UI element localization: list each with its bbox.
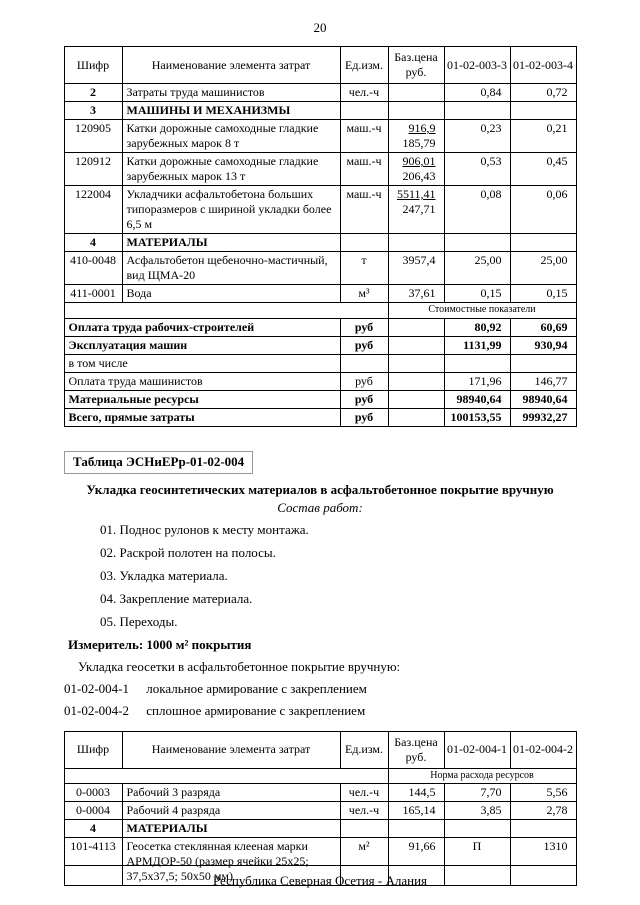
cell-value-1: 7,70 bbox=[444, 784, 510, 802]
cell-code: 120912 bbox=[64, 153, 122, 186]
cell-value-1: 3,85 bbox=[444, 802, 510, 820]
cell-name: Катки дорожные самоходные гладкие зарубежных марок 8 т bbox=[122, 120, 340, 153]
cell-value-2: 0,06 bbox=[510, 186, 576, 234]
price-bottom: 206,43 bbox=[402, 169, 436, 183]
cost-value-2: 60,69 bbox=[510, 318, 576, 336]
header-base-price bbox=[388, 47, 444, 84]
cell-unit: чел.-ч bbox=[340, 802, 388, 820]
header-base-price bbox=[388, 731, 444, 768]
work-item: 03. Укладка материала. bbox=[100, 567, 228, 583]
cost-row bbox=[64, 336, 576, 354]
cell-price bbox=[388, 336, 444, 354]
cost-value-2: 930,94 bbox=[510, 336, 576, 354]
cell-value-2: 0,72 bbox=[510, 84, 576, 102]
cell-code: 101-4113 bbox=[64, 838, 122, 886]
cell-price bbox=[388, 153, 444, 186]
cell-name: МАШИНЫ И МЕХАНИЗМЫ bbox=[122, 102, 340, 120]
cell-unit: маш.-ч bbox=[340, 120, 388, 153]
cell-name: Вода bbox=[122, 285, 340, 303]
cost-name: Оплата труда машинистов bbox=[64, 372, 340, 390]
work-item: 02. Раскрой полотен на полосы. bbox=[100, 544, 276, 560]
cell-empty bbox=[64, 303, 388, 319]
meter-value: 1000 м² покрытия bbox=[146, 636, 252, 652]
section-intro: Укладка геосетки в асфальтобетонное покрытие вручную: bbox=[78, 658, 401, 674]
variant-code: 01-02-004-1 bbox=[64, 680, 129, 696]
cell-value-1: 0,84 bbox=[444, 84, 510, 102]
header-base-price-line1: Баз.цена bbox=[394, 734, 438, 749]
section-title: Укладка геосинтетических материалов в асфальтобетонное покрытие вручную bbox=[86, 481, 554, 497]
cost-row bbox=[64, 372, 576, 390]
table-row bbox=[64, 285, 576, 303]
cost-unit: руб bbox=[340, 372, 388, 390]
table-section-row bbox=[64, 102, 576, 120]
cell-price bbox=[388, 372, 444, 390]
price-top: 906,01 bbox=[402, 154, 436, 168]
variant-desc: сплошное армирование с закреплением bbox=[146, 702, 366, 718]
cost-indicators-label-row bbox=[64, 303, 576, 319]
cell-name: Рабочий 4 разряда bbox=[122, 802, 340, 820]
cell-value-1: 0,08 bbox=[444, 186, 510, 234]
cell-code: 2 bbox=[64, 84, 122, 102]
header-col-004-2: 01-02-004-2 bbox=[510, 731, 576, 768]
cost-indicators-label: Стоимостные показатели bbox=[388, 303, 576, 319]
cell-value-1: П bbox=[444, 838, 510, 886]
table-01-02-004 bbox=[64, 731, 577, 887]
cell-value-1: 0,15 bbox=[444, 285, 510, 303]
cell-price bbox=[388, 102, 444, 120]
cell-name: МАТЕРИАЛЫ bbox=[122, 820, 340, 838]
cell-name: МАТЕРИАЛЫ bbox=[122, 234, 340, 252]
cell-price bbox=[388, 186, 444, 234]
cost-value-2: 98940,64 bbox=[510, 390, 576, 408]
cell-price bbox=[388, 120, 444, 153]
cell-empty bbox=[64, 768, 388, 784]
header-base-price-line2: руб. bbox=[405, 749, 427, 764]
cell-code: 0-0003 bbox=[64, 784, 122, 802]
cell-value-2: 25,00 bbox=[510, 252, 576, 285]
cell-name: Рабочий 3 разряда bbox=[122, 784, 340, 802]
cost-value-2 bbox=[510, 354, 576, 372]
cell-unit bbox=[340, 234, 388, 252]
cell-unit: т bbox=[340, 252, 388, 285]
cell-value-2: 1310 bbox=[510, 838, 576, 886]
variant-code: 01-02-004-2 bbox=[64, 702, 129, 718]
work-item: 05. Переходы. bbox=[100, 613, 178, 629]
cell-name: Укладчики асфальтобетона больших типоразмеров с шириной укладки более 6,5 м bbox=[122, 186, 340, 234]
cost-value-1: 98940,64 bbox=[444, 390, 510, 408]
cell-value-2 bbox=[510, 234, 576, 252]
variant-desc: локальное армирование с закреплением bbox=[146, 680, 367, 696]
table1-header-row bbox=[64, 47, 576, 84]
cell-price bbox=[388, 84, 444, 102]
cell-price: 165,14 bbox=[388, 802, 444, 820]
cell-value-2: 0,21 bbox=[510, 120, 576, 153]
variant-line bbox=[64, 681, 640, 697]
cell-unit: м³ bbox=[340, 285, 388, 303]
meter-label: Измеритель: bbox=[68, 636, 144, 652]
cell-code: 3 bbox=[64, 102, 122, 120]
cost-name: Эксплуатация машин bbox=[64, 336, 340, 354]
cell-value-1: 25,00 bbox=[444, 252, 510, 285]
header-code: Шифр bbox=[64, 47, 122, 84]
header-name: Наименование элемента затрат bbox=[122, 731, 340, 768]
cell-unit: чел.-ч bbox=[340, 84, 388, 102]
cell-name: Затраты труда машинистов bbox=[122, 84, 340, 102]
table-section-row bbox=[64, 234, 576, 252]
cost-value-1: 1131,99 bbox=[444, 336, 510, 354]
cell-value-1: 0,23 bbox=[444, 120, 510, 153]
table-row bbox=[64, 784, 576, 802]
norm-label: Норма расхода ресурсов bbox=[388, 768, 576, 784]
table-row bbox=[64, 802, 576, 820]
cost-value-2: 99932,27 bbox=[510, 408, 576, 426]
table-01-02-003 bbox=[64, 46, 577, 427]
cost-unit: руб bbox=[340, 408, 388, 426]
cost-name: Всего, прямые затраты bbox=[64, 408, 340, 426]
table-label: Таблица ЭСНиЕРр-01-02-004 bbox=[64, 451, 253, 474]
table2-wrapper bbox=[0, 731, 640, 887]
table-section-row bbox=[64, 820, 576, 838]
cell-code: 122004 bbox=[64, 186, 122, 234]
cell-price bbox=[388, 354, 444, 372]
cost-unit: руб bbox=[340, 318, 388, 336]
cost-value-2: 146,77 bbox=[510, 372, 576, 390]
cost-value-1: 80,92 bbox=[444, 318, 510, 336]
header-code: Шифр bbox=[64, 731, 122, 768]
cell-value-2: 0,45 bbox=[510, 153, 576, 186]
cell-value-2: 0,15 bbox=[510, 285, 576, 303]
cell-price bbox=[388, 408, 444, 426]
price-top: 5511,41 bbox=[396, 187, 436, 201]
cell-value-2 bbox=[510, 102, 576, 120]
price-top: 916,9 bbox=[408, 121, 436, 135]
cost-unit bbox=[340, 354, 388, 372]
cell-name: Асфальтобетон щебеночно-мастичный, вид ЩМА-20 bbox=[122, 252, 340, 285]
cost-unit: руб bbox=[340, 336, 388, 354]
cell-value-2 bbox=[510, 820, 576, 838]
cost-row bbox=[64, 354, 576, 372]
price-bottom: 247,71 bbox=[402, 202, 436, 216]
cost-name: Материальные ресурсы bbox=[64, 390, 340, 408]
cell-value-2: 5,56 bbox=[510, 784, 576, 802]
cell-price: 37,61 bbox=[388, 285, 444, 303]
cost-value-1 bbox=[444, 354, 510, 372]
cell-value-1: 0,53 bbox=[444, 153, 510, 186]
header-col-003-4: 01-02-003-4 bbox=[510, 47, 576, 84]
cell-price: 3957,4 bbox=[388, 252, 444, 285]
cell-code: 4 bbox=[64, 820, 122, 838]
table-row bbox=[64, 84, 576, 102]
cell-price bbox=[388, 234, 444, 252]
meter-line bbox=[68, 637, 640, 653]
cell-unit: м² bbox=[340, 838, 388, 886]
cell-value-1 bbox=[444, 234, 510, 252]
cell-price bbox=[388, 390, 444, 408]
cell-code: 120905 bbox=[64, 120, 122, 153]
cell-name: Катки дорожные самоходные гладкие зарубежных марок 13 т bbox=[122, 153, 340, 186]
work-composition-label: Состав работ: bbox=[277, 499, 363, 515]
norm-label-row bbox=[64, 768, 576, 784]
header-name: Наименование элемента затрат bbox=[122, 47, 340, 84]
cost-unit: руб bbox=[340, 390, 388, 408]
header-base-price-line1: Баз.цена bbox=[394, 50, 438, 64]
header-unit: Ед.изм. bbox=[340, 47, 388, 84]
work-item: 04. Закрепление материала. bbox=[100, 590, 253, 606]
cell-code: 0-0004 bbox=[64, 802, 122, 820]
table-row bbox=[64, 153, 576, 186]
cell-unit bbox=[340, 102, 388, 120]
cell-unit: чел.-ч bbox=[340, 784, 388, 802]
cell-price: 91,66 bbox=[388, 838, 444, 886]
cell-price: 144,5 bbox=[388, 784, 444, 802]
table-row bbox=[64, 186, 576, 234]
cost-value-1: 171,96 bbox=[444, 372, 510, 390]
header-base-price-line2: руб. bbox=[405, 65, 427, 79]
header-col-004-1: 01-02-004-1 bbox=[444, 731, 510, 768]
cost-name: в том числе bbox=[64, 354, 340, 372]
table-row bbox=[64, 252, 576, 285]
cell-unit: маш.-ч bbox=[340, 186, 388, 234]
cell-unit: маш.-ч bbox=[340, 153, 388, 186]
cost-row bbox=[64, 390, 576, 408]
cost-name: Оплата труда рабочих-строителей bbox=[64, 318, 340, 336]
page-number: 20 bbox=[313, 20, 327, 35]
work-item: 01. Поднос рулонов к месту монтажа. bbox=[100, 521, 309, 537]
cell-price bbox=[388, 318, 444, 336]
cell-code: 411-0001 bbox=[64, 285, 122, 303]
cell-unit bbox=[340, 820, 388, 838]
cell-value-1 bbox=[444, 820, 510, 838]
cost-row-total bbox=[64, 408, 576, 426]
page-footer: Республика Северная Осетия - Алания bbox=[64, 865, 576, 889]
cell-value-1 bbox=[444, 102, 510, 120]
cost-row bbox=[64, 318, 576, 336]
cost-value-1: 100153,55 bbox=[444, 408, 510, 426]
variant-line bbox=[64, 703, 640, 719]
table-row bbox=[64, 120, 576, 153]
price-bottom: 185,79 bbox=[402, 136, 436, 150]
cell-name: Геосетка стеклянная клееная марки АРМДОР-50 (размер ячейки 25х25; 37,5х37,5; 50х50 мм) bbox=[122, 838, 340, 886]
header-col-003-3: 01-02-003-3 bbox=[444, 47, 510, 84]
cell-code: 410-0048 bbox=[64, 252, 122, 285]
cell-price bbox=[388, 820, 444, 838]
cell-value-2: 2,78 bbox=[510, 802, 576, 820]
table2-header-row bbox=[64, 731, 576, 768]
header-unit: Ед.изм. bbox=[340, 731, 388, 768]
cell-code: 4 bbox=[64, 234, 122, 252]
